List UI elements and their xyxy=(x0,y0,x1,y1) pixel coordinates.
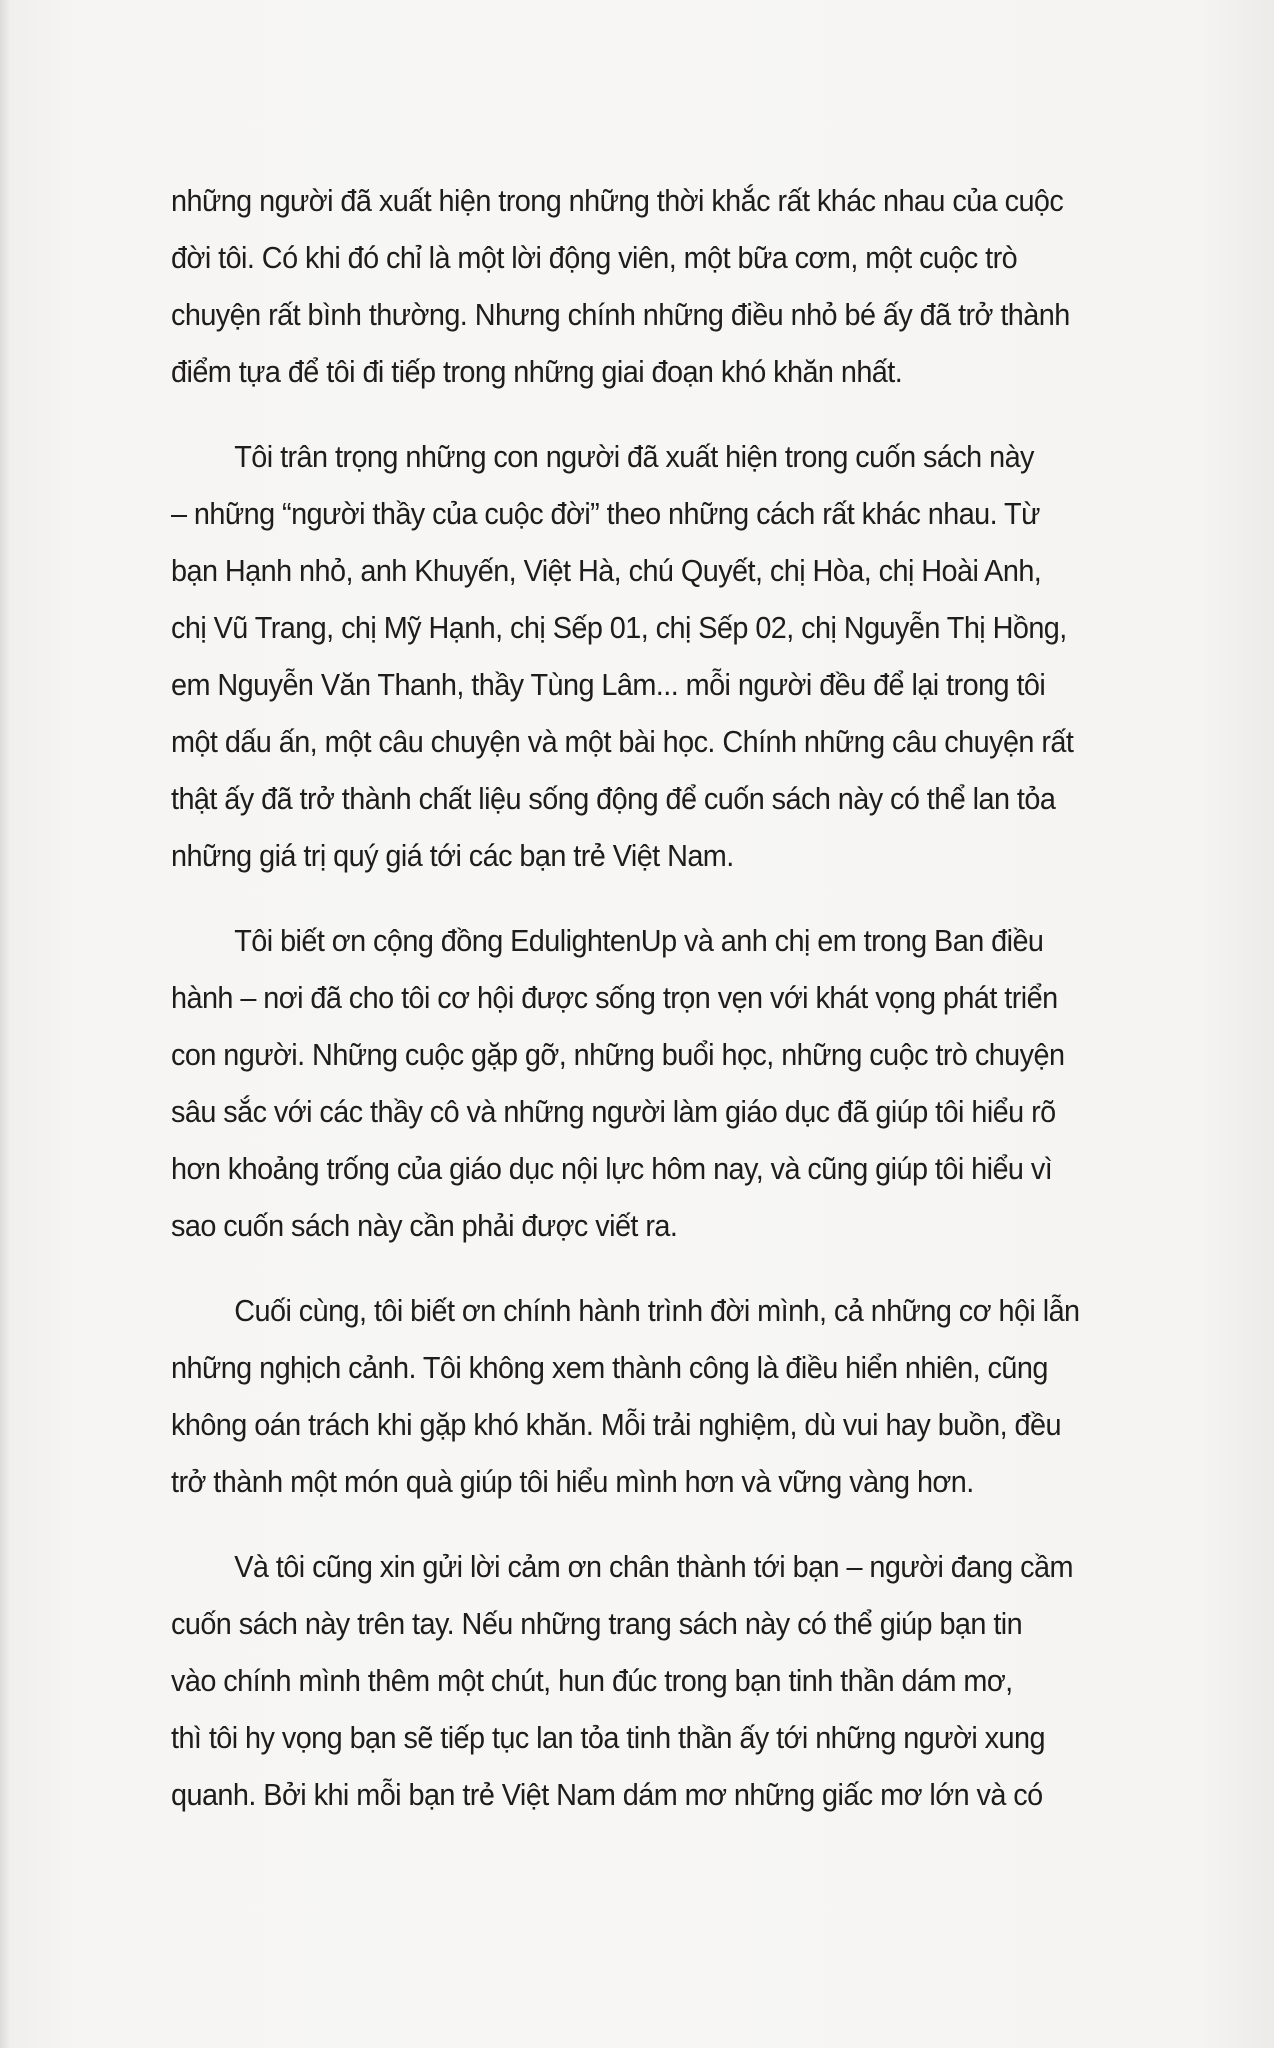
text-line: điểm tựa để tôi đi tiếp trong những giai đoạn khó khăn nhất. xyxy=(171,354,903,389)
page-body-text xyxy=(171,172,1107,1851)
paragraph xyxy=(171,172,1107,400)
text-line: Tôi biết ơn cộng đồng EdulightenUp và anh chị em trong Ban điều xyxy=(234,923,1044,958)
text-line: bạn Hạnh nhỏ, anh Khuyến, Việt Hà, chú Quyết, chị Hòa, chị Hoài Anh, xyxy=(171,553,1042,588)
text-line: trở thành một món quà giúp tôi hiểu mình hơn và vững vàng hơn. xyxy=(171,1464,974,1499)
text-line: Tôi trân trọng những con người đã xuất hiện trong cuốn sách này xyxy=(234,439,1034,474)
text-line: thì tôi hy vọng bạn sẽ tiếp tục lan tỏa tinh thần ấy tới những người xung xyxy=(171,1720,1045,1755)
text-line: – những “người thầy của cuộc đời” theo những cách rất khác nhau. Từ xyxy=(171,496,1040,531)
text-line: những nghịch cảnh. Tôi không xem thành công là điều hiển nhiên, cũng xyxy=(171,1350,1048,1385)
page-edge-shadow xyxy=(0,0,10,2048)
text-line: Cuối cùng, tôi biết ơn chính hành trình đời mình, cả những cơ hội lẫn xyxy=(234,1293,1080,1328)
text-line: vào chính mình thêm một chút, hun đúc trong bạn tinh thần dám mơ, xyxy=(171,1663,1013,1698)
text-line: con người. Những cuộc gặp gỡ, những buổi học, những cuộc trò chuyện xyxy=(171,1037,1065,1072)
text-line: những giá trị quý giá tới các bạn trẻ Việt Nam. xyxy=(171,838,734,873)
text-line: không oán trách khi gặp khó khăn. Mỗi trải nghiệm, dù vui hay buồn, đều xyxy=(171,1407,1061,1442)
text-line: quanh. Bởi khi mỗi bạn trẻ Việt Nam dám mơ những giấc mơ lớn và có xyxy=(171,1777,1043,1812)
text-line: đời tôi. Có khi đó chỉ là một lời động viên, một bữa cơm, một cuộc trò xyxy=(171,240,1018,275)
text-line: hơn khoảng trống của giáo dục nội lực hôm nay, và cũng giúp tôi hiểu vì xyxy=(171,1151,1053,1186)
paragraph xyxy=(171,1538,1107,1823)
text-line: thật ấy đã trở thành chất liệu sống động để cuốn sách này có thể lan tỏa xyxy=(171,781,1056,816)
paragraph xyxy=(171,912,1107,1254)
paragraph xyxy=(171,428,1107,884)
text-line: những người đã xuất hiện trong những thời khắc rất khác nhau của cuộc xyxy=(171,183,1064,218)
text-line: Và tôi cũng xin gửi lời cảm ơn chân thành tới bạn – người đang cầm xyxy=(234,1549,1073,1584)
text-line: sâu sắc với các thầy cô và những người làm giáo dục đã giúp tôi hiểu rõ xyxy=(171,1094,1056,1129)
text-line: em Nguyễn Văn Thanh, thầy Tùng Lâm... mỗi người đều để lại trong tôi xyxy=(171,667,1046,702)
paragraph xyxy=(171,1282,1107,1510)
text-line: chị Vũ Trang, chị Mỹ Hạnh, chị Sếp 01, chị Sếp 02, chị Nguyễn Thị Hồng, xyxy=(171,610,1067,645)
text-line: sao cuốn sách này cần phải được viết ra. xyxy=(171,1208,678,1243)
text-line: chuyện rất bình thường. Nhưng chính những điều nhỏ bé ấy đã trở thành xyxy=(171,297,1070,332)
text-line: một dấu ấn, một câu chuyện và một bài học. Chính những câu chuyện rất xyxy=(171,724,1074,759)
text-line: cuốn sách này trên tay. Nếu những trang sách này có thể giúp bạn tin xyxy=(171,1606,1023,1641)
text-line: hành – nơi đã cho tôi cơ hội được sống trọn vẹn với khát vọng phát triển xyxy=(171,980,1058,1015)
